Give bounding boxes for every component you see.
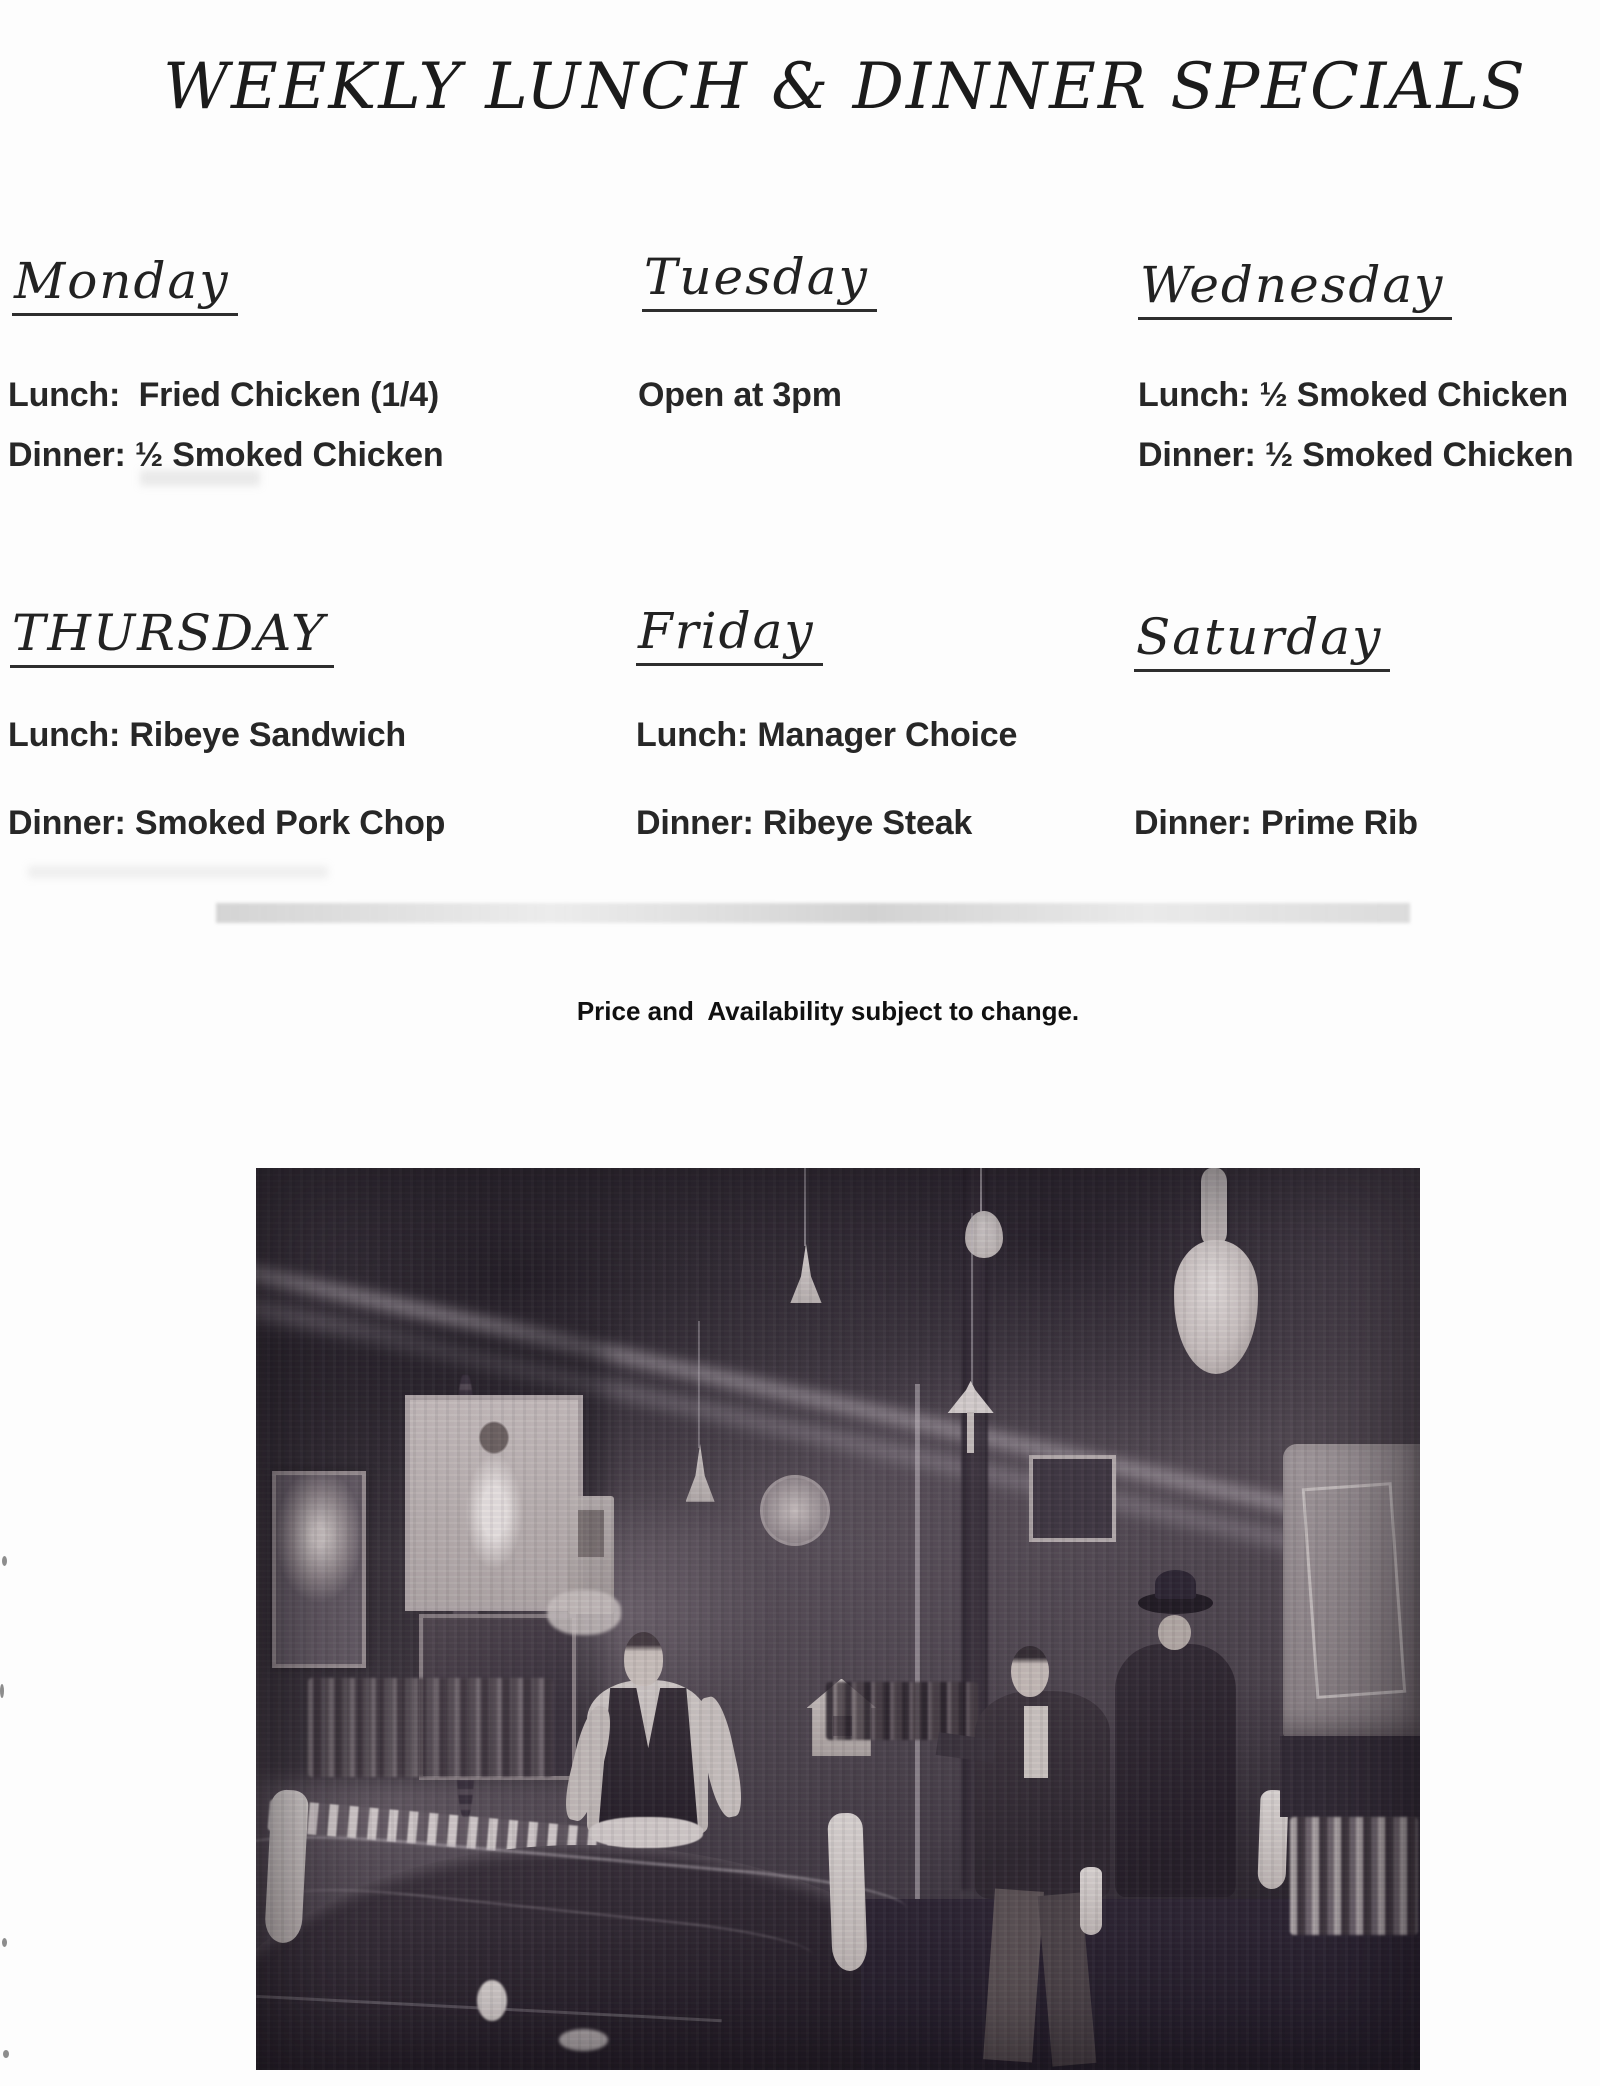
tuesday-note: Open at 3pm — [638, 376, 842, 414]
friday-lunch-special: Lunch: Manager Choice — [636, 716, 1018, 754]
page-title: WEEKLY LUNCH & DINNER SPECIALS — [163, 50, 1527, 124]
wednesday-lunch-special: Lunch: ½ Smoked Chicken — [1138, 376, 1568, 414]
friday-dinner-special: Dinner: Ribeye Steak — [636, 804, 973, 842]
monday-lunch-special: Lunch: Fried Chicken (1/4) — [8, 376, 439, 414]
scan-ghost-band — [216, 903, 1410, 923]
day-heading-monday: Monday — [12, 252, 238, 316]
monday-dinner-special: Dinner: ½ Smoked Chicken — [8, 436, 444, 474]
wednesday-dinner-special: Dinner: ½ Smoked Chicken — [1138, 436, 1574, 474]
saturday-dinner-special: Dinner: Prime Rib — [1134, 804, 1418, 842]
scan-speck — [2, 1556, 7, 1566]
thursday-dinner-special: Dinner: Smoked Pork Chop — [8, 804, 446, 842]
scan-speck — [3, 2050, 9, 2058]
thursday-lunch-special: Lunch: Ribeye Sandwich — [8, 716, 406, 754]
day-heading-tuesday: Tuesday — [642, 248, 877, 312]
day-heading-friday: Friday — [636, 602, 823, 666]
scan-smudge — [28, 866, 328, 878]
photo-vignette — [256, 1168, 1420, 2070]
scan-speck — [2, 1938, 7, 1947]
scan-speck — [0, 1684, 4, 1698]
scan-smudge — [140, 470, 260, 486]
day-heading-wednesday: Wednesday — [1138, 256, 1452, 320]
day-heading-saturday: Saturday — [1134, 608, 1390, 672]
disclaimer-text: Price and Availability subject to change. — [576, 996, 1080, 1026]
historic-saloon-photo — [256, 1168, 1420, 2070]
day-heading-thursday: THURSDAY — [10, 604, 334, 668]
